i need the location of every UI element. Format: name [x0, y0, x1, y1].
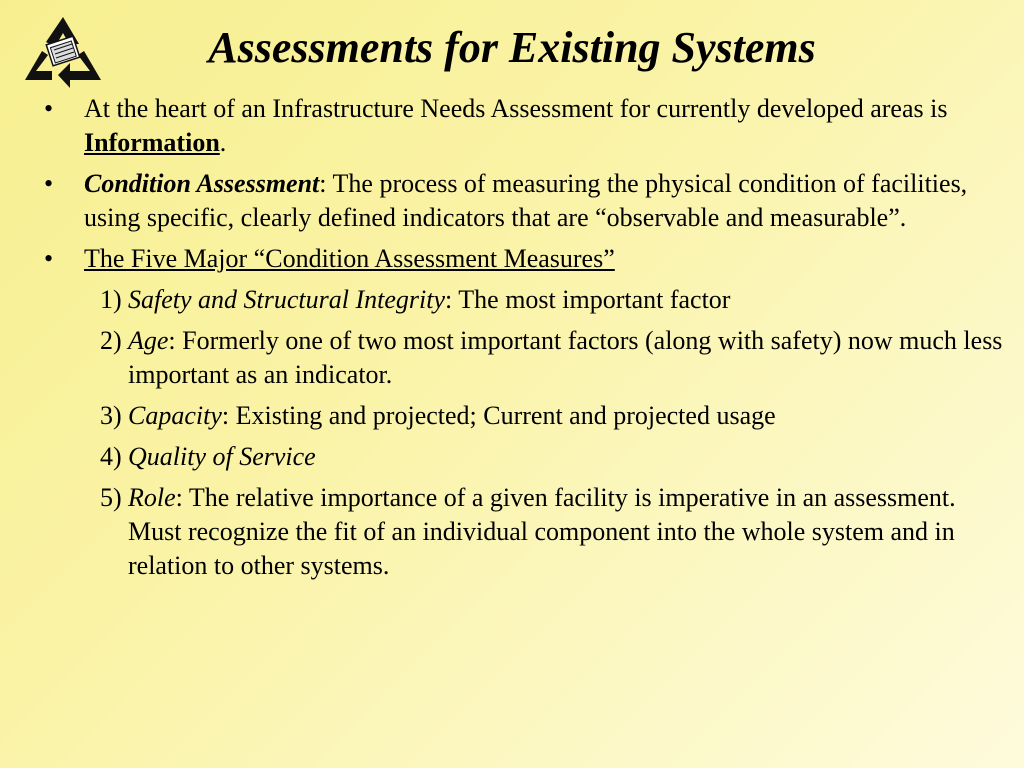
- bullet-text-end: .: [219, 128, 227, 157]
- five-measures-heading: The Five Major “Condition Assessment Measures”: [84, 244, 615, 273]
- measure-item-3: [44, 399, 1004, 433]
- measure-term: Quality of Service: [128, 442, 316, 471]
- measure-text: : Existing and projected; Current and projected usage: [221, 401, 776, 430]
- information-emphasis: Information: [84, 128, 220, 157]
- measure-number: 4): [100, 442, 122, 471]
- measure-text: : The relative importance of a given facility is imperative in an assessment. Must recognize the fit of an individual component into the whole system and in relation to other systems.: [128, 483, 956, 580]
- bullet-text: : The process of measuring the physical condition of facilities, using specific, clearly defined indicators that are “observable and measurable”.: [84, 169, 968, 232]
- measure-term: Safety and Structural Integrity: [128, 285, 446, 314]
- measure-text: : Formerly one of two most important factors (along with safety) now much less important as an indicator.: [128, 326, 1003, 389]
- bullet-marker: •: [44, 244, 54, 273]
- bullet-information: [44, 92, 1004, 160]
- bullet-marker: •: [44, 94, 54, 123]
- bullet-text: At the heart of an Infrastructure Needs Assessment for currently developed areas is: [84, 94, 948, 123]
- measure-number: 2): [100, 326, 122, 355]
- slide-body: [44, 92, 1004, 590]
- measure-term: Role: [128, 483, 176, 512]
- measure-item-1: [44, 283, 1004, 317]
- bullet-marker: •: [44, 169, 54, 198]
- measure-term: Capacity: [128, 401, 222, 430]
- measure-text: : The most important factor: [445, 285, 731, 314]
- measure-item-5: [44, 481, 1004, 583]
- condition-assessment-term: Condition Assessment: [84, 169, 320, 198]
- measure-number: 3): [100, 401, 122, 430]
- slide-title: Assessments for Existing Systems: [208, 23, 816, 72]
- measure-number: 1): [100, 285, 122, 314]
- bullet-five-measures: [44, 242, 1004, 276]
- measure-item-2: [44, 324, 1004, 392]
- measure-number: 5): [100, 483, 122, 512]
- measure-term: Age: [128, 326, 169, 355]
- measure-item-4: [44, 440, 1004, 474]
- bullet-condition-assessment: [44, 167, 1004, 235]
